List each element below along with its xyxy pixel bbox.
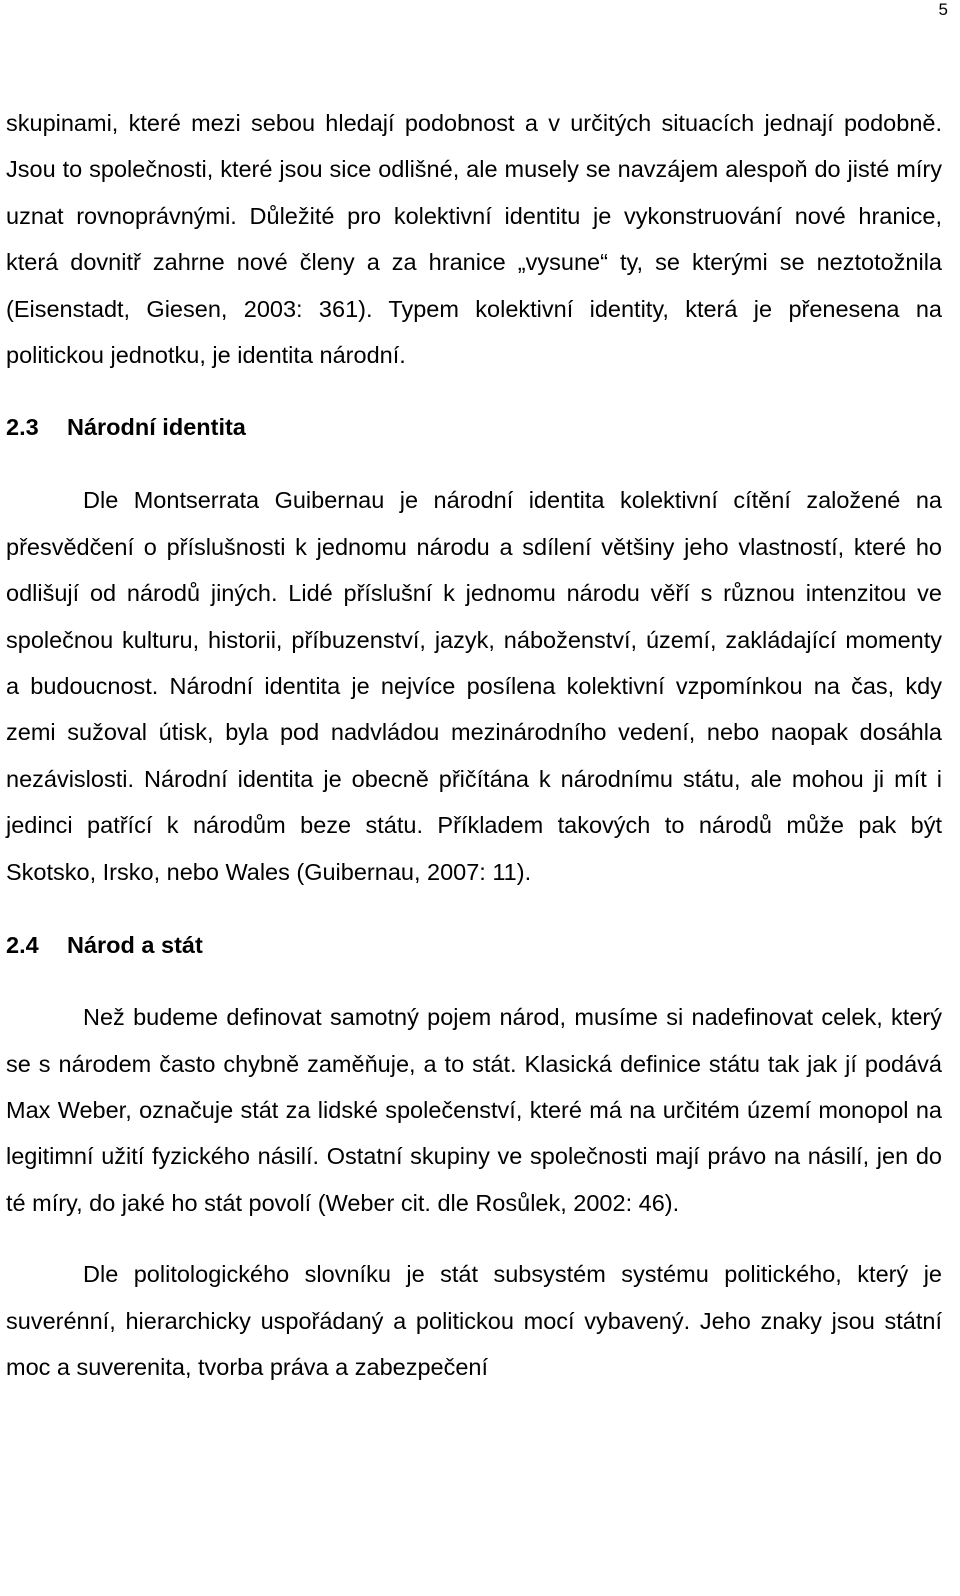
paragraph-national-identity: Dle Montserrata Guibernau je národní identita kolektivní cítění založené na přesvědčení o příslušnosti k jednomu národu a sdílení většiny jeho vlastností, které ho odlišují od národů jiných. Lidé příslušní k jednomu národu věří s různou intenzitou ve společnou kulturu, historii, příbuzenství, jazyk, náboženství, území, zakládající momenty a budoucnost. Národní identita je nejvíce posílena kolektivní vzpomínkou na čas, kdy zemi sužoval útisk, byla pod nadvládou mezinárodního vedení, nebo naopak dosáhla nezávislosti. Národní identita je obecně přičítána k národnímu státu, ale mohou ji mít i jedinci patřící k národům beze státu. Příkladem takových to národů může pak být Skotsko, Irsko, nebo Wales (Guibernau, 2007: 11).	[6, 487, 942, 885]
section-heading-national-identity	[6, 404, 942, 450]
section-title: Národní identita	[67, 414, 246, 441]
paragraph-collective-identity: skupinami, které mezi sebou hledají podobnost a v určitých situacích jednají podobně. Jsou to společnosti, které jsou sice odlišné, ale musely se navzájem alespoň do jisté míry uznat rovnoprávnými. Důležité pro kolektivní identitu je vykonstruování nové hranice, která dovnitř zahrne nové členy a za hranice „vysune“ ty, se kterými se neztotožnila (Eisenstadt, Giesen, 2003: 361). Typem kolektivní identity, která je přenesena na politickou jednotku, je identita národní.	[6, 110, 942, 369]
section-title: Národ a stát	[67, 932, 203, 959]
section-number: 2.3	[6, 414, 39, 441]
paragraph-political-dictionary: Dle politologického slovníku je stát subsystém systému politického, který je suverénní, hierarchicky uspořádaný a politickou mocí vybavený. Jeho znaky jsou státní moc a suverenita, tvorba práva a zabezpečení	[6, 1261, 942, 1380]
page-number: 5	[938, 0, 948, 19]
section-heading-nation-and-state	[6, 922, 942, 968]
document-body	[6, 100, 942, 1390]
section-number: 2.4	[6, 932, 39, 959]
paragraph-state-definition: Než budeme definovat samotný pojem národ, musíme si nadefinovat celek, který se s národem často chybně zaměňuje, a to stát. Klasická definice státu tak jak jí podává Max Weber, označuje stát za lidské společenství, které má na určitém území monopol na legitimní užití fyzického násilí. Ostatní skupiny ve společnosti mají právo na násilí, jen do té míry, do jaké ho stát povolí (Weber cit. dle Rosůlek, 2002: 46).	[6, 1004, 942, 1216]
